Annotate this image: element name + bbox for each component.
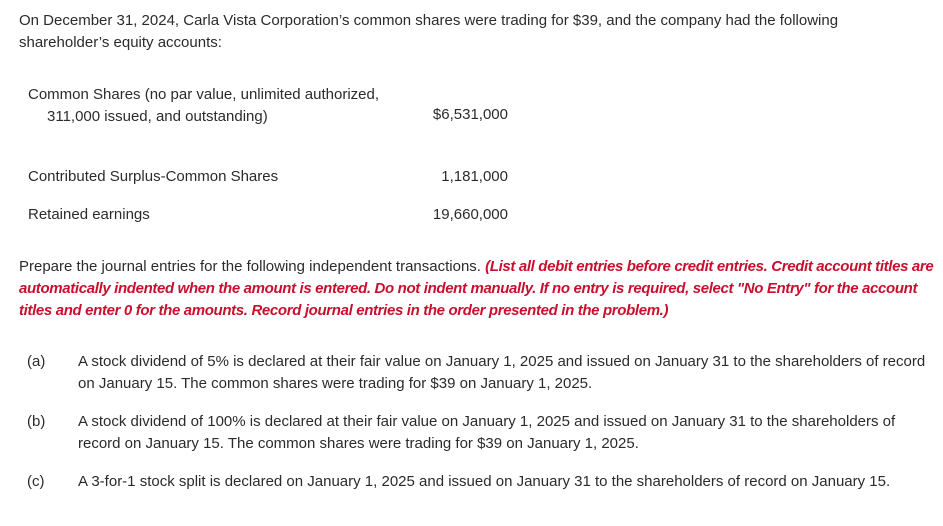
equity-amount-retained-earnings: 19,660,000 — [432, 206, 508, 223]
transaction-item-c — [27, 471, 932, 495]
equity-row-common-shares — [28, 84, 508, 166]
intro-paragraph: On December 31, 2024, Carla Vista Corporation’s common shares were trading for $39, and the company had the following shareholder’s equity accounts: — [19, 12, 839, 51]
equity-row-contributed-surplus — [28, 166, 508, 204]
instructions-paragraph — [19, 256, 939, 322]
equity-label-line1: Common Shares (no par value, unlimited authorized, — [28, 86, 380, 103]
instructions-note: (List all debit entries before credit entries. Credit account titles are automatically indented when the amount is entered. Do not indent manually. If no entry is required, select "No Entry" for the account titles and enter 0 for the amounts. Record journal entries in the order presented in the problem.) — [19, 258, 934, 319]
equity-amount-common-shares: $6,531,000 — [432, 106, 508, 123]
equity-amount-contributed-surplus: 1,181,000 — [441, 168, 508, 185]
transaction-list — [27, 351, 932, 495]
transaction-text: A stock dividend of 5% is declared at their fair value on January 1, 2025 and issued on January 31 to the shareholders of record on January 15. The common shares were trading for $39 on January 1, 2025. — [78, 353, 926, 392]
equity-label-common-shares — [28, 84, 402, 166]
transaction-item-a — [27, 351, 932, 411]
transaction-text: A stock dividend of 100% is declared at their fair value on January 1, 2025 and issued on January 31 to the shareholders of record on January 15. The common shares were trading for $39 on January 1, 2025. — [78, 413, 896, 452]
equity-row-retained-earnings — [28, 204, 508, 242]
instructions-text: Prepare the journal entries for the following independent transactions. — [19, 258, 481, 275]
equity-label-contributed-surplus: Contributed Surplus-Common Shares — [28, 168, 279, 185]
equity-accounts-table — [28, 84, 508, 242]
transaction-text: A 3-for-1 stock split is declared on January 1, 2025 and issued on January 31 to the shareholders of record on January 15. — [78, 473, 891, 490]
equity-label-line2: 311,000 issued, and outstanding) — [47, 108, 268, 125]
transaction-tag: (a) — [27, 353, 46, 370]
transaction-item-b — [27, 411, 932, 471]
equity-label-retained-earnings: Retained earnings — [28, 206, 150, 223]
transaction-tag: (b) — [27, 413, 46, 430]
transaction-tag: (c) — [27, 473, 45, 490]
